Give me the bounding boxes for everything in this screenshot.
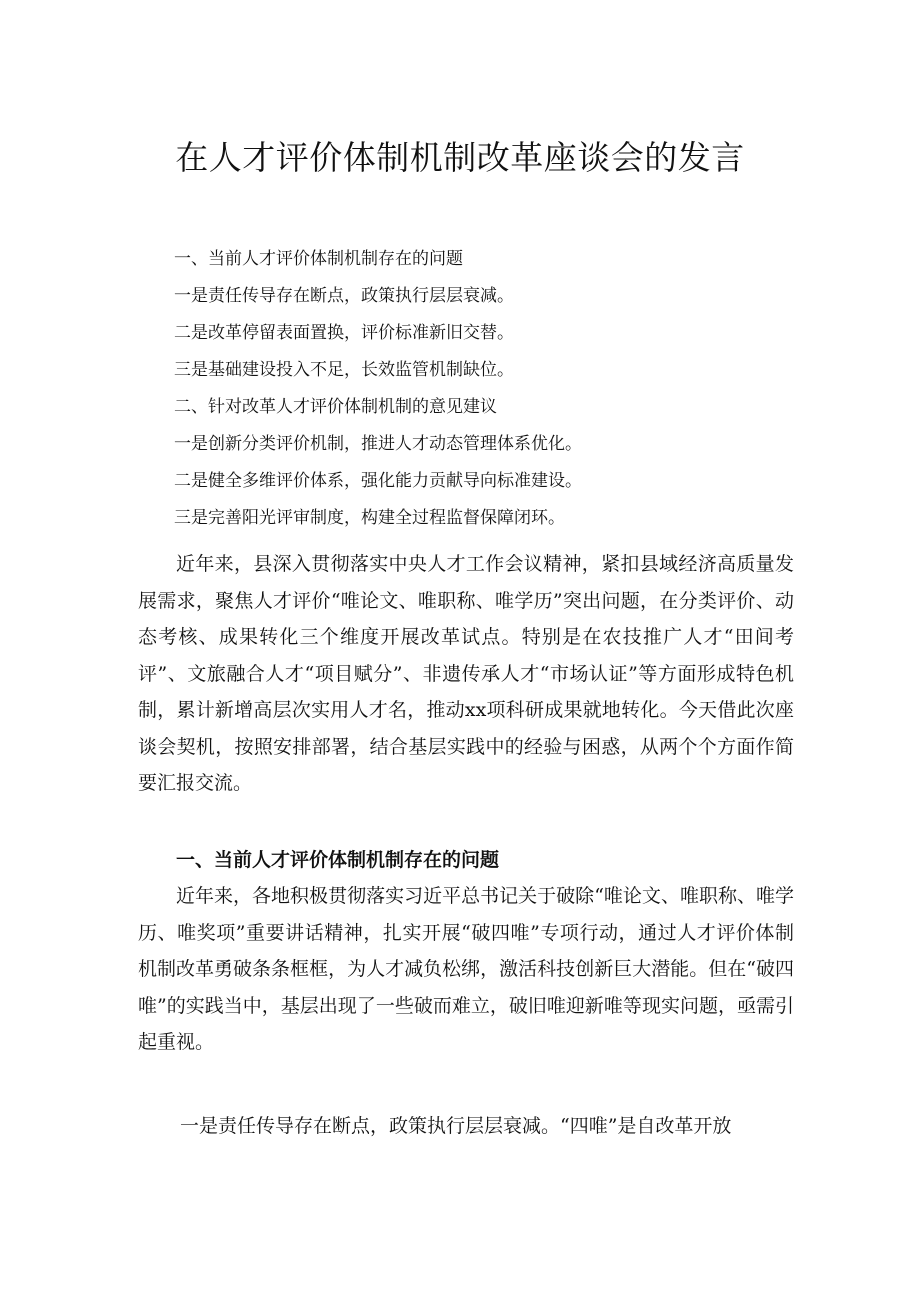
outline-item: 一、当前人才评价体制机制存在的问题 — [174, 249, 463, 269]
document-title: 在人才评价体制机制改革座谈会的发言 — [175, 138, 745, 178]
outline-item: 二是改革停留表面置换，评价标准新旧交替。 — [174, 323, 514, 343]
outline-item: 三是完善阳光评审制度，构建全过程监督保障闭环。 — [174, 508, 565, 528]
outline-list — [174, 246, 794, 542]
outline-item: 一是创新分类评价机制，推进人才动态管理体系优化。 — [174, 434, 582, 454]
intro-paragraph: 近年来，县深入贯彻落实中央人才工作会议精神，紧扣县域经济高质量发展需求，聚焦人才评价“唯论文、唯职称、唯学历”突出问题，在分类评价、动态考核、成果转化三个维度开展改革试点。特别是在农技推广人才“田间考评”、文旅融合人才“项目赋分”、非遗传承人才“市场认证”等方面形成特色机制，累计新增高层次实用人才名，推动xx项科研成果就地转化。今天借此次座谈会契机，按照安排部署，结合基层实践中的经验与困惑，从两个个方面作简要汇报交流。 — [138, 553, 794, 794]
section-paragraph: 近年来，各地积极贯彻落实习近平总书记关于破除“唯论文、唯职称、唯学历、唯奖项”重要讲话精神，扎实开展“破四唯”专项行动，通过人才评价体制机制改革勇破条条框框，为人才减负松绑，激活科技创新巨大潜能。但在“破四唯”的实践当中，基层出现了一些破而难立，破旧唯迎新唯等现实问题，亟需引起重视。 — [138, 885, 794, 1053]
outline-item: 一是责任传导存在断点，政策执行层层衰减。 — [174, 286, 514, 306]
point-paragraph: 一是责任传导存在断点，政策执行层层衰减。“四唯”是自改革开放 — [180, 1115, 732, 1137]
section-heading: 一、当前人才评价体制机制存在的问题 — [176, 849, 500, 871]
outline-item: 二、针对改革人才评价体制机制的意见建议 — [174, 397, 497, 417]
outline-item: 三是基础建设投入不足，长效监管机制缺位。 — [174, 360, 514, 380]
outline-item: 二是健全多维评价体系，强化能力贡献导向标准建设。 — [174, 471, 582, 491]
